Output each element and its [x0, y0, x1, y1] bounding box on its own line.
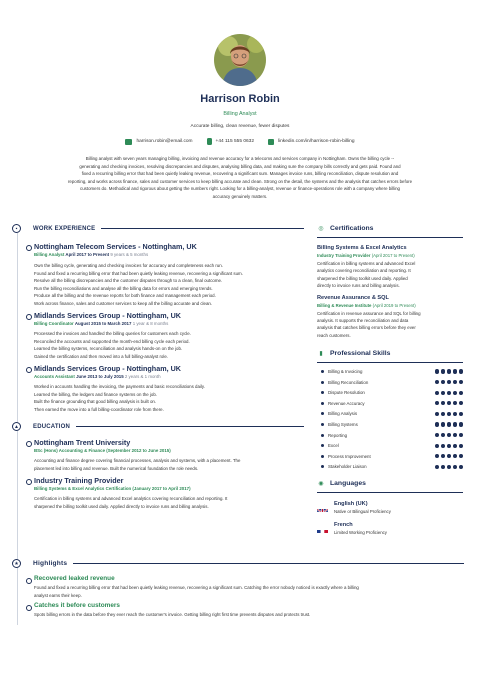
bullet-icon: [321, 423, 324, 426]
certification-title: Billing Systems & Excel Analytics: [317, 245, 407, 251]
language-name: English (UK): [334, 501, 368, 508]
section-title: Languages: [330, 480, 366, 488]
rating-dot: [435, 433, 439, 437]
duty-line: Own the billing cycle, generating and checking invoices for accuracy and completeness each run.: [34, 263, 223, 268]
duties-list: [34, 383, 304, 413]
rating-dot: [453, 422, 457, 426]
language-level: Native or Bilingual Proficiency: [334, 509, 391, 515]
skill-row: [317, 462, 463, 473]
rating-dot: [447, 454, 451, 458]
description-line: Found and fixed a recurring billing error that had been quietly leaking revenue, recovering a significant sum. Catching the error nobody noticed is exactly where a billing: [34, 585, 359, 590]
job-title: Billing Analyst: [223, 111, 257, 117]
rating-dot: [447, 412, 451, 416]
rating-dot: [459, 444, 463, 448]
rating-dot: [435, 465, 439, 469]
rating-dot: [459, 369, 463, 373]
bullet-icon: [321, 434, 324, 437]
rating-dot: [447, 422, 451, 426]
description-line: Certification in billing systems and advanced Excel: [317, 261, 416, 266]
certification-item: [317, 295, 463, 340]
skill-rating: [435, 391, 463, 395]
position-line: [34, 252, 304, 257]
education-item: [34, 476, 304, 510]
contact-phone[interactable]: [207, 138, 254, 145]
bullet-icon: [321, 391, 324, 394]
certification-issuer: Billing & Revenue Institute: [317, 302, 372, 308]
rating-dot: [435, 391, 439, 395]
description-line: analysis that catches billing errors before they ever: [317, 325, 416, 331]
languages-section: [317, 478, 463, 535]
skills-header: [317, 348, 463, 359]
certification-issuer-line: [317, 253, 463, 258]
rating-dot: [435, 369, 439, 373]
duty-line: Worked in accounts handling the invoicing, the payments and basic reconciliations daily.: [34, 384, 205, 389]
rating-dot: [441, 369, 445, 373]
bullet-icon: [321, 455, 324, 458]
education-item: [34, 438, 304, 472]
description-line: Spots billing errors in the data before they ever reach the customer's invoice. Getting billing right first time prevents disputes and protects trust.: [34, 612, 311, 617]
skill-name: Billing Systems: [328, 422, 358, 428]
bullet-icon: [321, 381, 324, 384]
description-line: placement led into billing and revenue. Built the numerical foundation the role needs.: [34, 465, 199, 471]
rating-dot: [453, 433, 457, 437]
right-column: [317, 223, 463, 535]
star-icon: ★: [12, 559, 21, 568]
skill-row: [317, 430, 463, 441]
rating-dot: [441, 454, 445, 458]
highlight-item: [34, 602, 464, 619]
profile-summary: [24, 155, 456, 201]
skill-rating: [435, 412, 463, 416]
rating-dot: [453, 454, 457, 458]
section-title: Highlights: [33, 560, 68, 567]
experience-item: [34, 364, 304, 413]
highlights-section: [12, 558, 464, 619]
candidate-name: Harrison Robin: [200, 93, 280, 105]
rating-dot: [441, 380, 445, 384]
highlight-item: [34, 575, 464, 599]
tagline: Accurate billing, clean revenue, fewer disputes: [190, 124, 290, 129]
education-description: [34, 495, 304, 510]
language-item: [317, 501, 463, 514]
bullet-icon: [321, 444, 324, 447]
rating-dot: [435, 454, 439, 458]
skill-row: [317, 366, 463, 377]
bullet-icon: [321, 370, 324, 373]
phone-icon: [207, 138, 212, 145]
experience-item: [34, 311, 304, 360]
duty-line: Gained the certification and then moved into a full billing-analyst role.: [34, 353, 168, 359]
rating-dot: [435, 422, 439, 426]
certification-dates: (April 2017 to Present): [371, 253, 415, 258]
position-dates: June 2013 to July 2015: [76, 374, 124, 379]
certifications-section: [317, 223, 463, 339]
uk-flag-icon: [317, 504, 328, 512]
timeline-dot: [26, 441, 32, 447]
avatar: [214, 34, 266, 86]
position-role: Billing Analyst: [34, 252, 65, 257]
position-duration: 2 years & 1 month: [124, 374, 161, 379]
certifications-header: [317, 223, 463, 234]
skill-rating: [435, 422, 463, 426]
contact-email[interactable]: [125, 138, 192, 145]
rating-dot: [447, 369, 451, 373]
duty-line: Then earned the move into a full billing-coordinator role from there.: [34, 406, 164, 412]
duty-line: Learned the billing systems, reconciliation and analysis hands-on on the job.: [34, 346, 183, 351]
highlights-header: [12, 558, 464, 569]
description-line: analysis. It supports the reconciliation and data: [317, 318, 409, 324]
summary-line: Billing analyst with seven years managing billing, invoicing and revenue accuracy for a telecoms and services company in Nottingham. Owns the billing cycle --: [85, 156, 395, 161]
rating-dot: [459, 454, 463, 458]
skill-rating: [435, 454, 463, 458]
rating-dot: [459, 380, 463, 384]
section-title: WORK EXPERIENCE: [33, 225, 96, 232]
rating-dot: [441, 444, 445, 448]
email-text: harrison.robin@email.com: [136, 139, 193, 144]
description-line: Certification in billing systems and advanced Excel analytics covering reconciliation and reporting. It: [34, 496, 228, 501]
rating-dot: [441, 433, 445, 437]
globe-icon: ◉: [318, 481, 324, 488]
rating-dot: [459, 465, 463, 469]
bullet-icon: [321, 412, 324, 415]
certification-issuer-line: [317, 303, 463, 308]
skill-row: [317, 419, 463, 430]
duty-line: Produce all the billing and the revenue reports for both finance and management each period.: [34, 293, 216, 298]
skill-name: Revenue Accuracy: [328, 400, 365, 406]
duty-line: Built the finance grounding that good billing analysis is built on.: [34, 399, 157, 404]
rating-dot: [447, 380, 451, 384]
position-duration: 1 year & 8 months: [132, 321, 169, 326]
timeline-dot: [26, 578, 32, 584]
skill-name: Reporting: [328, 432, 348, 438]
duty-line: Work across finance, sales and customer services to keep all the billing accurate and clean.: [34, 300, 213, 306]
skill-rating: [435, 380, 463, 384]
certification-description: [317, 260, 463, 290]
skill-name: Stakeholder Liaison: [328, 464, 367, 470]
rating-dot: [435, 380, 439, 384]
section-divider: [73, 563, 464, 564]
bar-chart-icon: ▮: [319, 351, 323, 358]
highlight-description: [34, 584, 464, 599]
rating-dot: [435, 444, 439, 448]
description-line: Accounting and finance degree covering financial processes, analysis and systems, with a placement. The: [34, 458, 241, 463]
rating-dot: [441, 422, 445, 426]
rating-dot: [453, 391, 457, 395]
rating-dot: [447, 444, 451, 448]
skill-row: [317, 451, 463, 462]
employer-title: Midlands Services Group - Nottingham, UK: [34, 311, 181, 320]
rating-dot: [441, 391, 445, 395]
description-line: directly to invoice runs and billing analysis.: [317, 283, 400, 289]
skill-rating: [435, 369, 463, 373]
briefcase-icon: ▪: [12, 224, 21, 233]
rating-dot: [459, 412, 463, 416]
duties-list: [34, 330, 304, 360]
timeline-dot: [26, 605, 32, 611]
timeline-dot: [26, 245, 32, 251]
skill-row: [317, 377, 463, 388]
degree-line: BSc (Hons) Accounting & Finance (September 2012 to June 2015): [34, 448, 171, 453]
position-role: Billing Coordinator: [34, 321, 74, 326]
linkedin-text: linkedin.com/in/harrison-robin-billing: [278, 139, 355, 144]
position-line: [34, 321, 304, 326]
graduation-cap-icon: ▲: [12, 422, 21, 431]
description-line: analyst earns their keep.: [34, 592, 82, 598]
skill-name: Billing Analysis: [328, 411, 358, 417]
position-line: [34, 374, 304, 379]
highlight-title: Recovered leaked revenue: [34, 575, 115, 582]
timeline-dot: [26, 479, 32, 485]
skill-rating: [435, 401, 463, 405]
skills-section: [317, 348, 463, 472]
duty-line: Processed the invoices and handled the billing queries for customers each cycle.: [34, 331, 191, 336]
section-divider: [101, 228, 304, 229]
summary-line: fixed a recurring billing error that had been quietly leaking revenue, recovering a significant sum. Manages invoice runs, billing reconciliation, dispute resolution and: [81, 171, 399, 177]
email-icon: [125, 139, 132, 145]
language-level: Limited Working Proficiency: [334, 530, 387, 536]
section-title: Professional Skills: [330, 350, 391, 358]
certification-issuer: Industry Training Provider: [317, 253, 371, 258]
degree-line: Billing Systems & Excel Analytics Certification (January 2017 to April 2017): [34, 486, 191, 491]
timeline-dot: [26, 367, 32, 373]
position-role: Accounts Assistant: [34, 374, 75, 379]
rating-dot: [459, 433, 463, 437]
position-duration: 9 years & 5 months: [110, 252, 149, 257]
rating-dot: [441, 465, 445, 469]
certification-title: Revenue Assurance & SQL: [317, 294, 389, 301]
skill-name: Dispute Resolution: [328, 390, 365, 396]
duty-line: Run the billing reconciliations and analyse all the billing data for errors and emerging trends.: [34, 285, 213, 291]
rating-dot: [435, 401, 439, 405]
section-divider: [317, 237, 463, 238]
duty-line: Learned the billing, the ledgers and finance systems on the job.: [34, 391, 158, 397]
skill-name: Excel: [328, 443, 339, 449]
summary-line: generating and checking invoices, resolving discrepancies and disputes, analysing billing data, and making sure the company bills correctly and gets paid. Found and: [79, 163, 401, 169]
section-divider: [317, 362, 463, 363]
skill-name: Billing Reconciliation: [328, 379, 369, 385]
highlight-title: Catches it before customers: [34, 602, 120, 609]
linkedin-icon: [268, 139, 274, 145]
bullet-icon: [321, 465, 324, 468]
employer-title: Nottingham Telecom Services - Nottingham, UK: [34, 242, 197, 251]
description-line: reach customers.: [317, 332, 351, 338]
skill-rating: [435, 433, 463, 437]
skill-rating: [435, 444, 463, 448]
duty-line: Reconciled the accounts and supported the month-end billing cycle each period.: [34, 338, 190, 344]
description-line: Certification in revenue assurance and SQL for billing: [317, 310, 421, 316]
position-dates: August 2015 to March 2017: [74, 321, 132, 326]
skills-list: [317, 366, 463, 472]
summary-line: accuracy genuinely matters.: [212, 193, 268, 199]
section-divider: [317, 492, 463, 493]
summary-line: reporting, and works across finance, sales and customer services to keep billing accurate and clean. Strong on the detail, the systems and the analysis that catches errors before: [67, 178, 413, 184]
certification-item: [317, 245, 463, 290]
certification-description: [317, 310, 463, 340]
duties-list: [34, 262, 304, 307]
duty-line: Found and fixed a recurring billing error that had been quietly leaking revenue, recovering a significant sum.: [34, 270, 243, 276]
france-flag-icon: [317, 525, 328, 533]
rating-dot: [447, 465, 451, 469]
language-name: French: [334, 522, 353, 529]
rating-dot: [435, 412, 439, 416]
school-title: Industry Training Provider: [34, 476, 124, 485]
language-item: [317, 522, 463, 535]
summary-line: customers do. Methodical and rigorous about getting the numbers right. Looking for a billing-analyst, revenue or finance-operations role with a company where billing: [80, 186, 400, 192]
rating-dot: [459, 422, 463, 426]
description-line: sharpened the billing toolkit used daily. Applied directly to invoice runs and billing analysis.: [34, 503, 209, 509]
skill-rating: [435, 465, 463, 469]
certification-dates: (April 2019 to Present): [372, 302, 416, 308]
rating-dot: [441, 412, 445, 416]
phone-text: +44 115 555 0632: [215, 139, 254, 144]
rating-dot: [447, 401, 451, 405]
skill-row: [317, 409, 463, 420]
certificate-icon: ◎: [318, 226, 324, 232]
timeline-dot: [26, 314, 32, 320]
rating-dot: [447, 433, 451, 437]
rating-dot: [453, 380, 457, 384]
section-title: EDUCATION: [33, 423, 71, 430]
section-title: Certifications: [330, 225, 374, 232]
skill-row: [317, 440, 463, 451]
left-column: [12, 223, 304, 510]
rating-dot: [453, 444, 457, 448]
rating-dot: [453, 401, 457, 405]
rating-dot: [453, 412, 457, 416]
work-experience-header: [12, 223, 304, 234]
skill-row: [317, 398, 463, 409]
contact-bar: [0, 138, 480, 145]
employer-title: Midlands Services Group - Nottingham, UK: [34, 364, 181, 373]
rating-dot: [459, 401, 463, 405]
languages-header: [317, 478, 463, 489]
rating-dot: [447, 391, 451, 395]
rating-dot: [453, 465, 457, 469]
school-title: Nottingham Trent University: [34, 438, 131, 447]
experience-item: [34, 242, 304, 307]
rating-dot: [441, 401, 445, 405]
skill-name: Process Improvement: [328, 453, 371, 459]
description-line: sharpened the billing toolkit used daily. Applied: [317, 275, 408, 281]
education-description: [34, 457, 304, 472]
rating-dot: [459, 391, 463, 395]
contact-linkedin[interactable]: [268, 138, 355, 145]
description-line: analytics covering reconciliation and reporting. It: [317, 268, 411, 274]
rating-dot: [453, 369, 457, 373]
highlight-description: [34, 611, 464, 619]
education-header: [12, 421, 304, 432]
skill-row: [317, 387, 463, 398]
skill-name: Billing & Invoicing: [328, 369, 363, 375]
position-dates: April 2017 to Present: [65, 252, 110, 257]
bullet-icon: [321, 402, 324, 405]
duty-line: Resolve all the billing discrepancies and the customer disputes through to a clean, final outcome.: [34, 278, 223, 283]
section-divider: [76, 426, 304, 427]
